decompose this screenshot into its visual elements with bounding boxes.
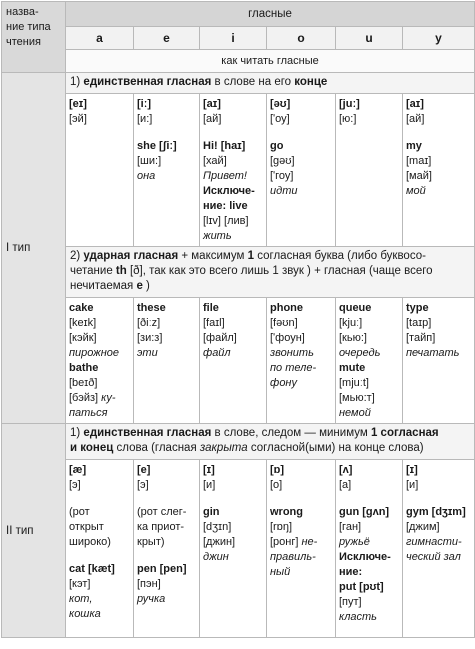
word-line: [maɪ]: [406, 155, 432, 167]
word-line: [бэйз] ку-: [69, 392, 116, 404]
word-line: [а]: [339, 479, 352, 491]
word-line: [тайп]: [406, 332, 436, 344]
rule-emphasis: единственная гласная: [83, 427, 212, 439]
vowel-y: y: [403, 27, 475, 50]
transcription: [ʌ]: [339, 464, 353, 476]
header-line: чтения: [6, 36, 41, 48]
word-line: печатать: [406, 347, 460, 359]
word-line: по теле-: [270, 362, 317, 374]
word-line: put [pʊt]: [339, 581, 384, 593]
type-1-label: I тип: [2, 73, 66, 424]
word-line: go: [270, 140, 284, 152]
word-line: [э]: [69, 479, 81, 491]
type-2-cell: [134, 460, 200, 638]
transcription: [iː]: [137, 98, 152, 110]
word-line: Исключе-: [203, 185, 255, 197]
rule-text: в слове, следом — минимум: [211, 427, 371, 439]
word-line: паться: [69, 407, 108, 419]
spacer: [69, 493, 130, 505]
spacer: [406, 127, 471, 139]
word-line: [эй]: [69, 113, 87, 125]
word-line: pen [pen]: [137, 563, 187, 575]
rule-emphasis: 1: [247, 250, 255, 262]
word-line: [кью:]: [339, 332, 367, 344]
word-line: (рот: [69, 506, 90, 518]
word-line: [ʹоу]: [270, 113, 290, 125]
word-line: [ган]: [339, 521, 362, 533]
word-line: [зи:з]: [137, 332, 163, 344]
word-line: [ай]: [203, 113, 222, 125]
word-line: [о]: [270, 479, 283, 491]
word-line: (рот слег-: [137, 506, 187, 518]
type-2-rule: [66, 424, 475, 460]
type-1-rule-2-cell: [267, 298, 336, 424]
word-line: [keɪk]: [69, 317, 97, 329]
rule-text: нечитаемая: [70, 280, 137, 292]
word-line: она: [137, 170, 156, 182]
type-1-rule-2-cell: [134, 298, 200, 424]
rule-text: в слове на его: [211, 76, 295, 88]
word-line: [ðiːz]: [137, 317, 161, 329]
word-line: [э]: [137, 479, 149, 491]
word-line: крыт): [137, 536, 165, 548]
word-line: cake: [69, 302, 94, 314]
word-line: мой: [406, 185, 426, 197]
type-2-cell: [336, 460, 403, 638]
rule-emphasis: конец: [80, 442, 114, 454]
word-line: [dʒɪn]: [203, 521, 232, 533]
word-line: Hi! [haɪ]: [203, 140, 246, 152]
word-line: [пут]: [339, 596, 362, 608]
transcription: [ɒ]: [270, 464, 285, 476]
word-line: очередь: [339, 347, 381, 359]
word-line: эти: [137, 347, 158, 359]
spacer: [270, 493, 332, 505]
spacer: [137, 493, 196, 505]
transcription: [aɪ]: [203, 98, 221, 110]
word-line: [ши:]: [137, 155, 162, 167]
rule-text: слова (гласная: [113, 442, 200, 454]
spacer: [270, 127, 332, 139]
rule-emphasis: ударная гласная: [83, 250, 179, 262]
type-1-rule-1: [66, 73, 475, 94]
word-line: гимнасти-: [406, 536, 462, 548]
word-line: кошка: [69, 608, 101, 620]
rule-text: [ð], так как это всего лишь 1 звук ) + гласная (чаще всего: [126, 265, 433, 277]
word-line: Привет!: [203, 170, 247, 182]
type-2-cell: [66, 460, 134, 638]
word-line: she [ʃiː]: [137, 140, 177, 152]
word-line: phone: [270, 302, 303, 314]
word-line: file: [203, 302, 219, 314]
type-2-cell: [200, 460, 267, 638]
type-1-rule-2-cell: [336, 298, 403, 424]
word-line: [ʹгоу]: [270, 170, 294, 182]
word-line: [джин]: [203, 536, 236, 548]
rule-emphasis: конце: [294, 76, 328, 88]
type-1-rule-1-cell: [336, 94, 403, 247]
header-line: назва-: [6, 6, 39, 18]
word-line: [gəʊ]: [270, 155, 295, 167]
word-line: [джим]: [406, 521, 440, 533]
word-line: [kjuː]: [339, 317, 363, 329]
word-line: these: [137, 302, 166, 314]
word-line: [и]: [406, 479, 419, 491]
rule-number: 1): [70, 427, 84, 439]
type-2-cell: [403, 460, 475, 638]
word-line: [taɪp]: [406, 317, 432, 329]
word-line: правиль-: [270, 551, 316, 563]
word-line: ние:: [339, 566, 363, 578]
type-1-rule-2-cell: [403, 298, 475, 424]
word-line: [кэйк]: [69, 332, 97, 344]
spacer: [137, 550, 196, 562]
word-line: [rɒŋ]: [270, 521, 293, 533]
word-line: [кэт]: [69, 578, 91, 590]
word-line: [ронг] не-: [270, 536, 318, 548]
word-line: [мью:т]: [339, 392, 375, 404]
transcription: [æ]: [69, 464, 87, 476]
word-line: mute: [339, 362, 366, 374]
word-line: [ʹфоун]: [270, 332, 305, 344]
word-line: [fəʊn]: [270, 317, 298, 329]
header-line: ние типа: [6, 21, 51, 33]
type-1-rule-2-cell: [66, 298, 134, 424]
spacer: [203, 493, 263, 505]
word-line: пирожное: [69, 347, 120, 359]
spacer: [69, 550, 130, 562]
transcription: [aɪ]: [406, 98, 424, 110]
vowel-i: i: [200, 27, 267, 50]
word-line: файл: [203, 347, 231, 359]
word-line: [пэн]: [137, 578, 161, 590]
word-line: [ю:]: [339, 113, 357, 125]
word-line: ный: [270, 566, 291, 578]
word-line: звонить: [270, 347, 314, 359]
word-line: [beɪð]: [69, 377, 98, 389]
word-line: ческий зал: [406, 551, 461, 563]
spacer: [203, 127, 263, 139]
word-line: немой: [339, 407, 371, 419]
transcription: [əʊ]: [270, 98, 291, 110]
how-to-read-header: как читать гласные: [66, 50, 475, 73]
type-1-rule-1-cell: [403, 94, 475, 247]
word-line: жить: [203, 230, 232, 242]
word-line: [и]: [203, 479, 216, 491]
rule-emphasis: th: [115, 265, 127, 277]
transcription: [ɪ]: [406, 464, 418, 476]
word-line: класть: [339, 611, 377, 623]
word-line: [ай]: [406, 113, 425, 125]
word-line: [и:]: [137, 113, 153, 125]
spacer: [137, 127, 196, 139]
word-line: wrong: [270, 506, 303, 518]
rule-text: согласной(ыми) на конце слова): [247, 442, 424, 454]
rule-text: ): [142, 280, 150, 292]
type-1-rule-1-cell: [66, 94, 134, 247]
rule-number: 1): [70, 76, 84, 88]
transcription: [e]: [137, 464, 151, 476]
word-line: ручка: [137, 593, 166, 605]
word-line: широко): [69, 536, 111, 548]
word-line: gin: [203, 506, 220, 518]
word-line: [хай]: [203, 155, 227, 167]
spacer: [339, 493, 399, 505]
word-line: ка приот-: [137, 521, 185, 533]
rule-italic: закрыта: [199, 442, 248, 454]
word-line: gym [dʒɪm]: [406, 506, 466, 518]
rule-emphasis: e: [136, 280, 143, 292]
word-line: my: [406, 140, 422, 152]
rule-emphasis: и: [70, 442, 81, 454]
vowel-e: e: [134, 27, 200, 50]
type-1-rule-2: [66, 247, 475, 298]
word-line: type: [406, 302, 429, 314]
type-1-rule-2-cell: [200, 298, 267, 424]
vowel-a: a: [66, 27, 134, 50]
type-1-rule-1-cell: [267, 94, 336, 247]
word-line: queue: [339, 302, 372, 314]
word-line: [файл]: [203, 332, 237, 344]
rule-emphasis: единственная гласная: [83, 76, 212, 88]
type-2-label: II тип: [2, 424, 66, 638]
type-1-rule-1-cell: [200, 94, 267, 247]
rule-text: четание: [70, 265, 116, 277]
word-line: [faɪl]: [203, 317, 225, 329]
word-line: фону: [270, 377, 297, 389]
word-line: [lɪv] [лив]: [203, 215, 249, 227]
transcription: [ɪ]: [203, 464, 215, 476]
vowel-o: o: [267, 27, 336, 50]
word-line: [mjuːt]: [339, 377, 369, 389]
word-line: кот,: [69, 593, 93, 605]
reading-type-header: [2, 2, 66, 73]
type-2-cell: [267, 460, 336, 638]
reading-rules-table: [1, 1, 475, 638]
rule-text: + максимум: [178, 250, 248, 262]
vowel-u: u: [336, 27, 403, 50]
spacer: [406, 493, 471, 505]
word-line: bathe: [69, 362, 99, 374]
rule-text: согласная буква (либо буквосо-: [254, 250, 426, 262]
word-line: открыт: [69, 521, 104, 533]
word-line: ружьё: [339, 536, 370, 548]
word-line: джин: [203, 551, 229, 563]
type-1-rule-1-cell: [134, 94, 200, 247]
vowels-header: гласные: [66, 2, 475, 27]
word-line: Исключе-: [339, 551, 391, 563]
transcription: [eɪ]: [69, 98, 87, 110]
word-line: gun [gʌn]: [339, 506, 390, 518]
word-line: ние: live: [203, 200, 248, 212]
rule-emphasis: 1 согласная: [370, 427, 439, 439]
word-line: cat [kæt]: [69, 563, 115, 575]
transcription: [juː]: [339, 98, 360, 110]
word-line: [май]: [406, 170, 432, 182]
rule-number: 2): [70, 250, 84, 262]
word-line: идти: [270, 185, 298, 197]
